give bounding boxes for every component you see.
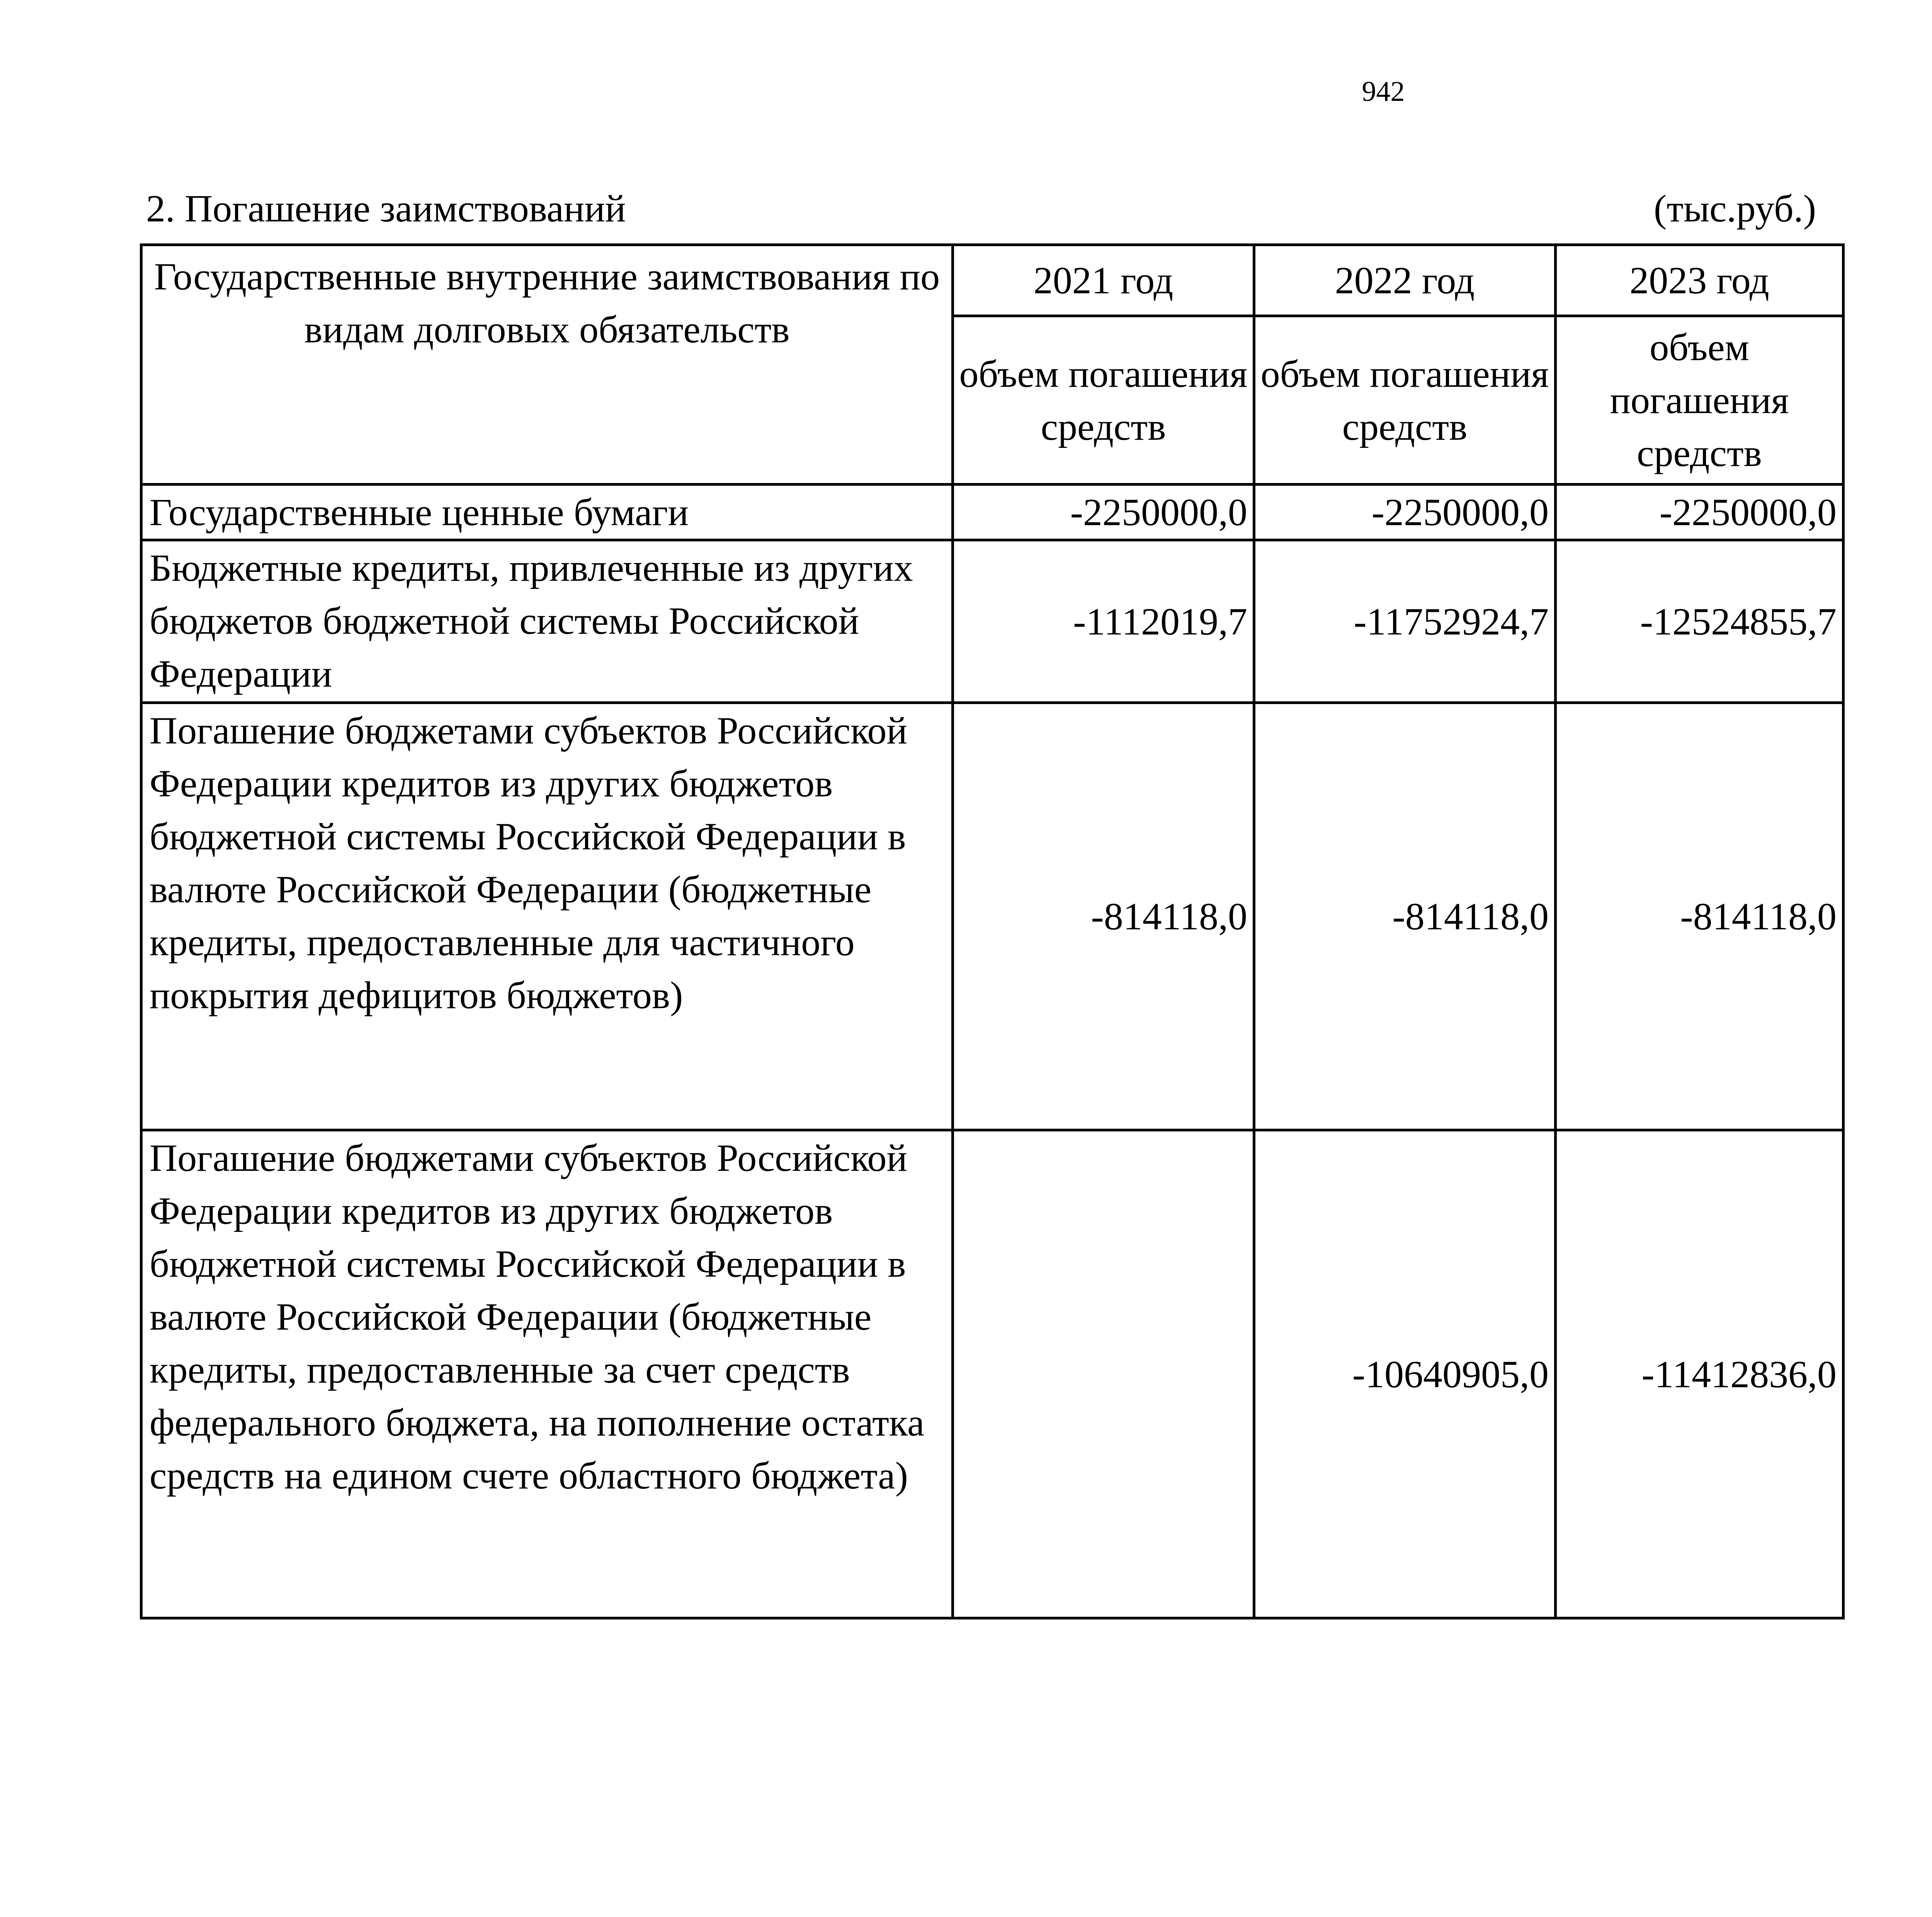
- row-name: Государственные ценные бумаги: [141, 485, 953, 540]
- value-2022: -10640905,0: [1254, 1130, 1556, 1618]
- value-2021: -1112019,7: [953, 540, 1254, 703]
- table-row: [141, 703, 1844, 1130]
- header-name-column: Государственные внутренние заимствования по видам долговых обязательств: [141, 245, 953, 485]
- value-2023: -2250000,0: [1556, 485, 1844, 540]
- value-2021: -2250000,0: [953, 485, 1254, 540]
- table-row: [141, 1130, 1844, 1618]
- value-2023: -814118,0: [1556, 703, 1844, 1130]
- units-label: (тыс.руб.): [1653, 187, 1816, 230]
- borrowings-table: [140, 243, 1845, 1619]
- row-name: Погашение бюджетами субъектов Российской Федерации кредитов из других бюджетов бюджетной системы Российской Федерации в валюте Российской Федерации (бюджетные кредиты, предоставленные для частичного покрытия дефицитов бюджетов): [141, 703, 953, 1130]
- row-name: Погашение бюджетами субъектов Российской Федерации кредитов из других бюджетов бюджетной системы Российской Федерации в валюте Российской Федерации (бюджетные кредиты, предоставленные за счет средств федерального бюджета, на пополнение остатка средств на едином счете областного бюджета): [141, 1130, 953, 1618]
- section-title: 2. Погашение заимствований: [146, 187, 626, 230]
- table-row: [141, 485, 1844, 540]
- table-row: [141, 540, 1844, 703]
- header-sub-2022: объем погашения средств: [1254, 316, 1556, 485]
- header-year-2021: 2021 год: [953, 245, 1254, 316]
- header-sub-2021: объем погашения средств: [953, 316, 1254, 485]
- header-year-2022: 2022 год: [1254, 245, 1556, 316]
- value-2022: -2250000,0: [1254, 485, 1556, 540]
- value-2021: [953, 1130, 1254, 1618]
- row-name: Бюджетные кредиты, привлеченные из других бюджетов бюджетной системы Российской Федерации: [141, 540, 953, 703]
- value-2023: -11412836,0: [1556, 1130, 1844, 1618]
- value-2021: -814118,0: [953, 703, 1254, 1130]
- table-header-row: [141, 245, 1844, 316]
- header-year-2023: 2023 год: [1556, 245, 1844, 316]
- value-2022: -814118,0: [1254, 703, 1556, 1130]
- page-number: 942: [1362, 76, 1405, 107]
- value-2023: -12524855,7: [1556, 540, 1844, 703]
- value-2022: -11752924,7: [1254, 540, 1556, 703]
- header-sub-2023: объем погашения средств: [1556, 316, 1844, 485]
